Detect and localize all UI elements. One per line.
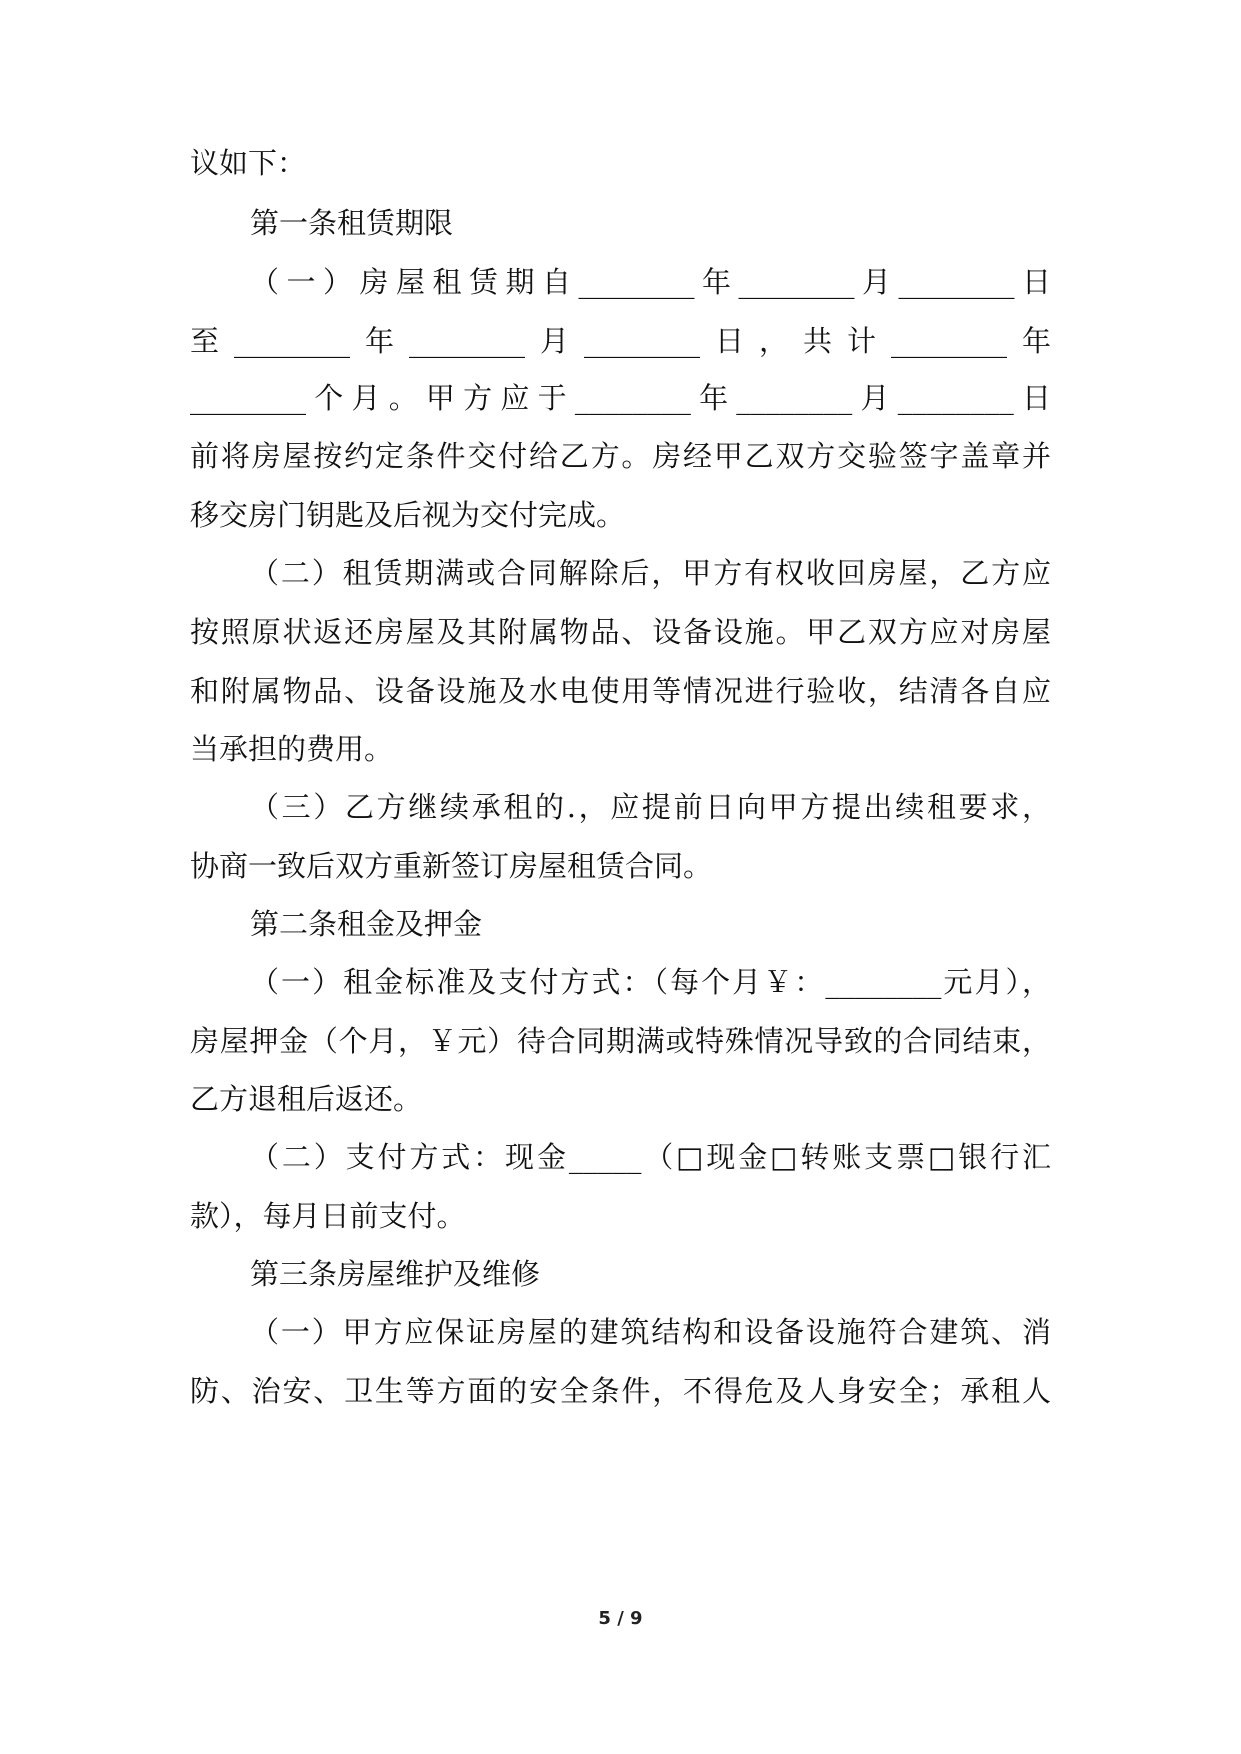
text-line: 房屋押金（个月，￥元）待合同期满或特殊情况导致的合同结束， xyxy=(190,1024,1051,1058)
page-number: 5 / 9 xyxy=(598,1608,643,1629)
section-heading: 第三条房屋维护及维修 xyxy=(250,1257,541,1291)
text-line: （三）乙方继续承租的.，应提前日向甲方提出续租要求， xyxy=(250,790,1051,824)
text-line: 和附属物品、设备设施及水电使用等情况进行验收，结清各自应 xyxy=(190,674,1051,708)
text-line: 按照原状返还房屋及其附属物品、设备设施。甲乙双方应对房屋 xyxy=(190,615,1051,649)
section-heading: 第一条租赁期限 xyxy=(250,206,454,240)
text-line: （二）租赁期满或合同解除后，甲方有权收回房屋，乙方应 xyxy=(250,556,1051,590)
text-line: 当承担的费用。 xyxy=(190,732,394,766)
text-line: （一）房屋租赁期自________年________月________日 xyxy=(250,265,1051,299)
text-line: （一）租金标准及支付方式：（每个月￥：________元月）， xyxy=(250,965,1051,999)
text-line: 至________年________月________日，共计________年 xyxy=(190,324,1051,358)
text-line: （二）支付方式：现金_____（□现金□转账支票□银行汇 xyxy=(250,1140,1051,1174)
section-heading: 第二条租金及押金 xyxy=(250,907,483,941)
text-line: （一）甲方应保证房屋的建筑结构和设备设施符合建筑、消 xyxy=(250,1315,1051,1349)
text-line: ________个月。甲方应于________年________月________日 xyxy=(190,381,1051,415)
text-line: 款），每月日前支付。 xyxy=(190,1199,466,1233)
text-line: 防、治安、卫生等方面的安全条件，不得危及人身安全；承租人 xyxy=(190,1374,1051,1408)
text-line: 乙方退租后返还。 xyxy=(190,1082,423,1116)
text-line: 移交房门钥匙及后视为交付完成。 xyxy=(190,498,626,532)
text-line: 协商一致后双方重新签订房屋租赁合同。 xyxy=(190,849,713,883)
text-line: 前将房屋按约定条件交付给乙方。房经甲乙双方交验签字盖章并 xyxy=(190,439,1051,473)
text-line: 议如下： xyxy=(190,146,307,180)
